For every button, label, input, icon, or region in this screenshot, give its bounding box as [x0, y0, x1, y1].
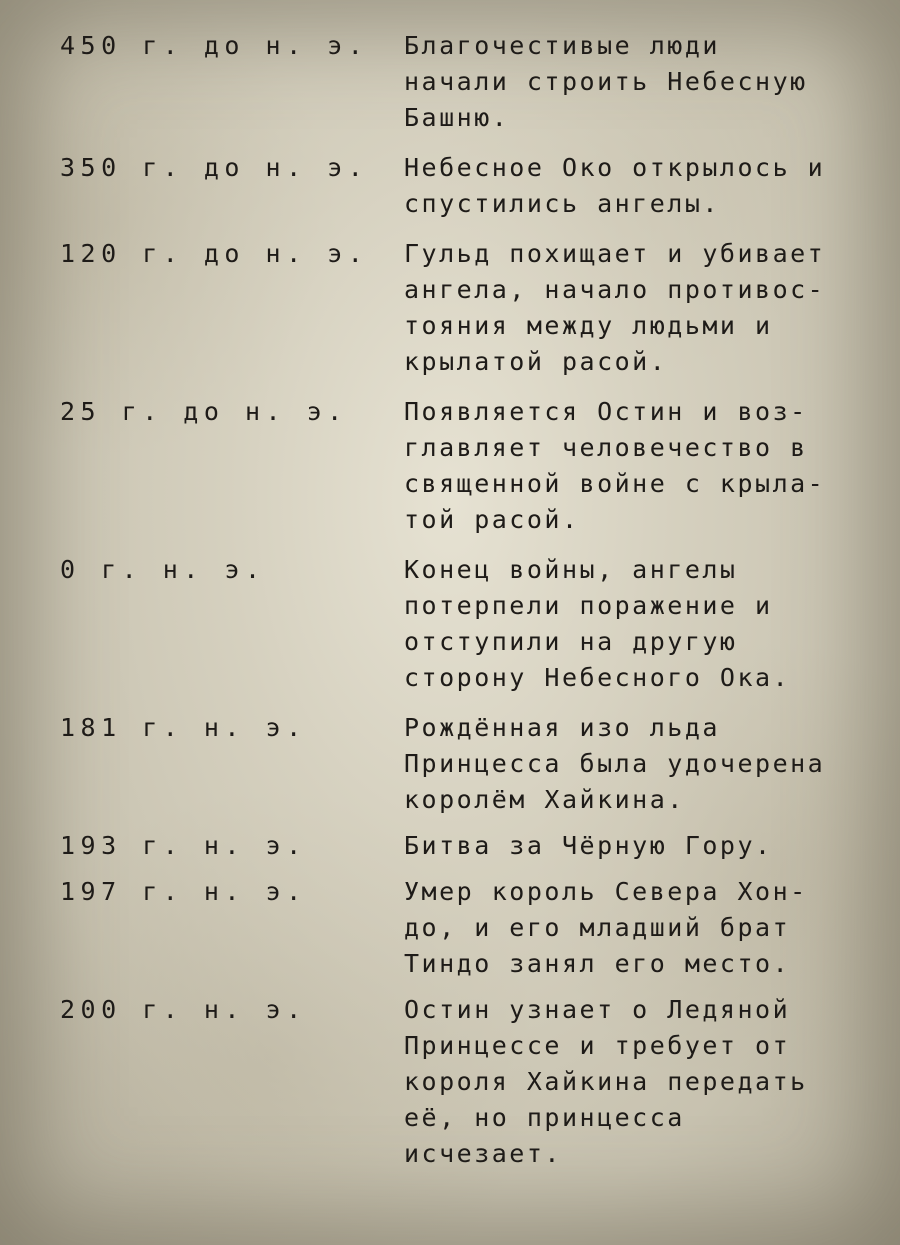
event-line: Умер король Севера Хон-: [404, 877, 808, 906]
entry-event: [404, 28, 870, 136]
event-line: тояния между людьми и: [404, 311, 773, 340]
timeline-entry: [60, 828, 870, 864]
timeline-entry: [60, 236, 870, 380]
entry-date: 25 г. до н. э.: [60, 397, 348, 426]
entry-event: [404, 828, 870, 864]
event-line: священной войне с крыла-: [404, 469, 826, 498]
event-line: начали строить Небесную: [404, 67, 808, 96]
event-line: спустились ангелы.: [404, 189, 720, 218]
event-line: Появляется Остин и воз-: [404, 397, 808, 426]
event-line: крылатой расой.: [404, 347, 668, 376]
event-line: Гульд похищает и убивает: [404, 239, 826, 268]
timeline-entry: [60, 874, 870, 982]
entry-date: 200 г. н. э.: [60, 995, 307, 1024]
event-line: Принцессе и требует от: [404, 1031, 791, 1060]
timeline-entry: [60, 150, 870, 222]
event-line: до, и его младший брат: [404, 913, 791, 942]
event-line: Тиндо занял его место.: [404, 949, 791, 978]
entry-event: [404, 552, 870, 696]
entry-event: [404, 992, 870, 1172]
event-line: королём Хайкина.: [404, 785, 685, 814]
timeline-entry: [60, 710, 870, 818]
event-line: Принцесса была удочерена: [404, 749, 826, 778]
entry-date: 181 г. н. э.: [60, 713, 307, 742]
timeline-entry: [60, 552, 870, 696]
event-line: Конец войны, ангелы: [404, 555, 738, 584]
entry-event: [404, 236, 870, 380]
entry-event: [404, 394, 870, 538]
entry-date: 193 г. н. э.: [60, 831, 307, 860]
timeline: [60, 28, 870, 1172]
entry-date: 197 г. н. э.: [60, 877, 307, 906]
entry-event: [404, 710, 870, 818]
event-line: Башню.: [404, 103, 510, 132]
event-line: той расой.: [404, 505, 580, 534]
entry-date: 350 г. до н. э.: [60, 153, 369, 182]
event-line: Остин узнает о Ледяной: [404, 995, 791, 1024]
entry-date: 450 г. до н. э.: [60, 31, 369, 60]
entry-event: [404, 874, 870, 982]
timeline-entry: [60, 394, 870, 538]
event-line: Небесное Око открылось и: [404, 153, 826, 182]
event-line: Рождённая изо льда: [404, 713, 720, 742]
entry-date: 120 г. до н. э.: [60, 239, 369, 268]
event-line: короля Хайкина передать: [404, 1067, 808, 1096]
timeline-entry: [60, 28, 870, 136]
event-line: исчезает.: [404, 1139, 562, 1168]
event-line: главляет человечество в: [404, 433, 808, 462]
event-line: сторону Небесного Ока.: [404, 663, 791, 692]
event-line: потерпели поражение и: [404, 591, 773, 620]
event-line: ангела, начало противос-: [404, 275, 826, 304]
timeline-entry: [60, 992, 870, 1172]
event-line: Битва за Чёрную Гору.: [404, 831, 773, 860]
event-line: отступили на другую: [404, 627, 738, 656]
entry-event: [404, 150, 870, 222]
event-line: Благочестивые люди: [404, 31, 720, 60]
entry-date: 0 г. н. э.: [60, 555, 266, 584]
event-line: её, но принцесса: [404, 1103, 685, 1132]
